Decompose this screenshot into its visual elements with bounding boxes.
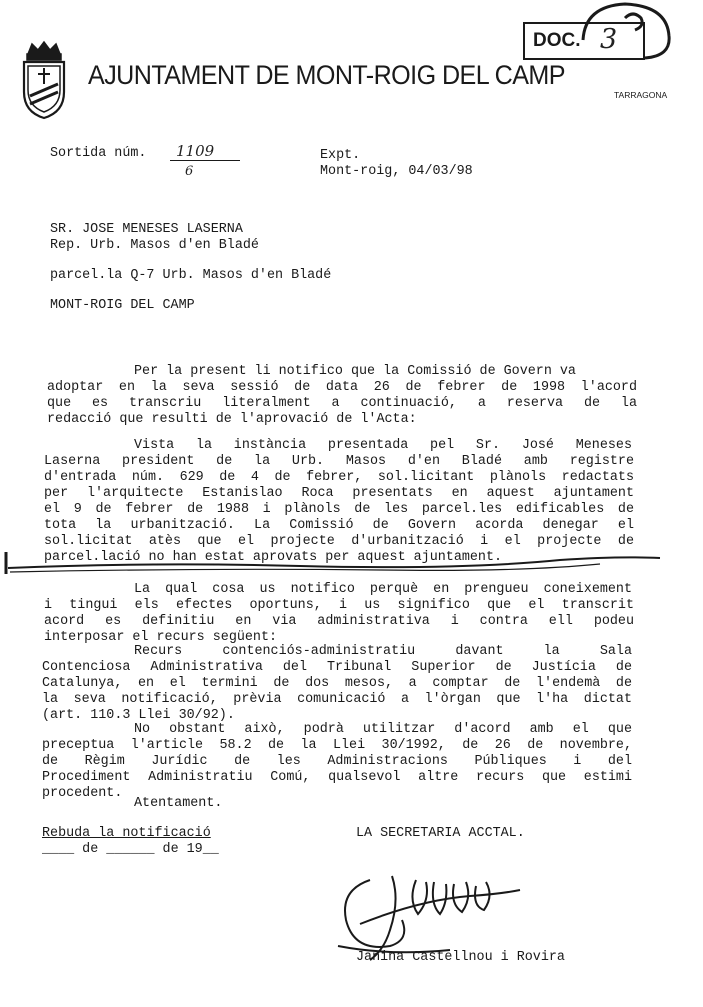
recipient-parcel: parcel.la Q-7 Urb. Masos d'en Bladé bbox=[50, 268, 332, 283]
notice-line-3: acord es definitiu en via administrativa i contra ell podeu bbox=[44, 614, 634, 629]
expt-label: Expt. bbox=[320, 148, 361, 163]
intro-line-3: que es transcriu literalment a continuació, a reserva de la bbox=[47, 396, 637, 411]
municipality-title: AJUNTAMENT DE MONT-ROIG DEL CAMP bbox=[88, 60, 565, 90]
doc-stamp-number: 3 bbox=[600, 24, 618, 55]
doc-stamp-label: DOC. bbox=[533, 30, 581, 51]
coat-of-arms-seal bbox=[18, 40, 70, 120]
sortida-label: Sortida núm. bbox=[50, 146, 147, 161]
sortida-underline bbox=[170, 160, 240, 161]
resolution-line-6: tota la urbanització. La Comissió de Govern acorda denegar el bbox=[44, 518, 634, 533]
resolution-line-2: Laserna president de la Urb. Masos d'en Bladé amb registre bbox=[44, 454, 634, 469]
intro-line-1: Per la present li notifico que la Comissió de Govern va bbox=[134, 364, 576, 379]
sortida-number: 1109 bbox=[176, 142, 215, 160]
recipient-town: MONT-ROIG DEL CAMP bbox=[50, 298, 195, 313]
other-line-3: de Règim Jurídic de les Administracions Públiques i del bbox=[42, 754, 632, 769]
other-line-4: Procediment Administratiu Comú, qualsevol altre recurs que estimi bbox=[42, 770, 632, 785]
notice-line-1: La qual cosa us notifico perquè en prengueu coneixement bbox=[134, 582, 632, 597]
province-label: TARRAGONA bbox=[614, 90, 668, 100]
appeal-line-2: Contenciosa Administrativa del Tribunal Superior de Justícia de bbox=[42, 660, 632, 675]
sortida-note: 6 bbox=[185, 164, 194, 179]
other-line-1: No obstant això, podrà utilitzar d'acord amb el que bbox=[134, 722, 632, 737]
resolution-line-8: parcel.lació no han estat aprovats per aquest ajuntament. bbox=[44, 550, 503, 565]
resolution-line-1: Vista la instància presentada pel Sr. José Meneses bbox=[134, 438, 632, 453]
appeal-line-4: la seva notificació, prèvia comunicació a l'òrgan que l'ha dictat bbox=[42, 692, 632, 707]
resolution-line-4: per l'arquitecte Estanislao Roca presentats en aquest ajuntament bbox=[44, 486, 634, 501]
notice-line-4: interposar el recurs següent: bbox=[44, 630, 278, 645]
resolution-line-3: d'entrada núm. 629 de 4 de febrer, sol.licitant plànols redactats bbox=[44, 470, 634, 485]
appeal-line-1: Recurs contenciós-administratiu davant la Sala bbox=[134, 644, 632, 659]
receipt-label: Rebuda la notificació bbox=[42, 826, 211, 841]
recipient-name: SR. JOSE MENESES LASERNA bbox=[50, 222, 243, 237]
signer-name: Janina Castellnou i Rovira bbox=[356, 950, 565, 965]
place-date: Mont-roig, 04/03/98 bbox=[320, 164, 473, 179]
resolution-line-5: el 9 de febrer de 1988 i plànols de les parcel.les edificables de bbox=[44, 502, 634, 517]
signer-title: LA SECRETARIA ACCTAL. bbox=[356, 826, 525, 841]
handwritten-strike-line bbox=[0, 548, 703, 578]
appeal-line-3: Catalunya, en el termini de dos mesos, a comptar de l'endemà de bbox=[42, 676, 632, 691]
closing: Atentament. bbox=[134, 796, 223, 811]
resolution-line-7: sol.licitat atès que el projecte d'urbanització i el projecte de bbox=[44, 534, 634, 549]
receipt-date: ____ de ______ de 19__ bbox=[42, 842, 219, 857]
other-line-2: preceptua l'article 58.2 de la Llei 30/1992, de 26 de novembre, bbox=[42, 738, 632, 753]
appeal-line-5: (art. 110.3 Llei 30/92). bbox=[42, 708, 235, 723]
intro-line-2: adoptar en la seva sessió de data 26 de febrer de 1998 l'acord bbox=[47, 380, 637, 395]
notice-line-2: i tingui els efectes oportuns, i us significo que el transcrit bbox=[44, 598, 634, 613]
intro-line-4: redacció que resulti de l'aprovació de l'Acta: bbox=[47, 412, 417, 427]
stamp-circle-scribble bbox=[575, 0, 675, 60]
other-line-5: procedent. bbox=[42, 786, 123, 801]
recipient-role: Rep. Urb. Masos d'en Bladé bbox=[50, 238, 259, 253]
